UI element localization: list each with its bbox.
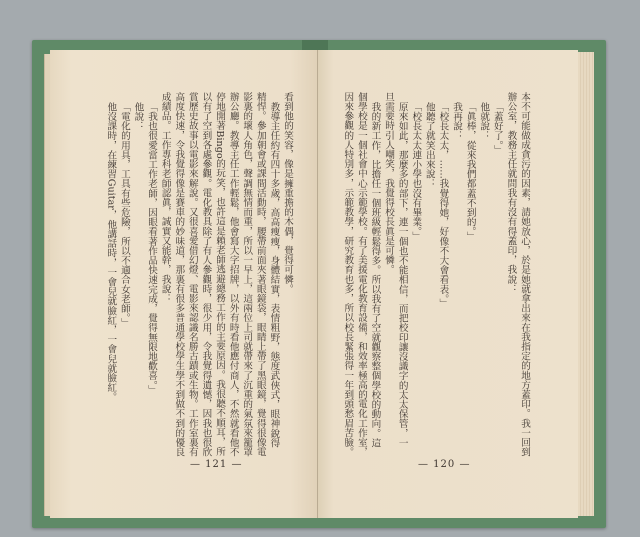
text-line: 影裏的壞人角色，聲調無情而重，所以一早上，這兩位上司就帶來了沉重的氣氛來籠罩	[241, 92, 253, 457]
page-number-right: — 120 —	[418, 459, 471, 470]
text-line: 「校長太太連小學也沒有畢業。」	[410, 101, 422, 241]
text-line: 本不可能做成貪污的因素，請她放心，於是她就拿出來在我指定的地方蓋印。我一回到	[519, 92, 530, 457]
text-line: 辦公室，教務主任就問我有沒有得蓋印，我說：	[505, 92, 517, 294]
text-line: 看到他的笑容，像是擁重擔的木偶，覺得可憐。	[282, 92, 293, 294]
text-line: 成績品。工作專科老師認眞，誠實又能幹，我說：	[159, 92, 171, 304]
text-line: 「校長太太，……我覺得她，好像不大會看表。」	[437, 101, 449, 308]
text-line: 停地開著Bingo的玩笑，也許這是賴老師逃避總務工作的主要原因。我很聽不順耳，所	[214, 92, 226, 457]
page-edges-right	[578, 52, 594, 516]
right-page-text	[341, 92, 531, 457]
text-line: 我再說：	[451, 101, 463, 140]
text-line: 賞歷史故事以電影來解說。又很喜愛借幻燈、電影來認識名勝古蹟或生物。工作室裏有	[186, 92, 198, 457]
text-line: 「眞棒，從來我們都蓋不到的。」	[464, 101, 476, 241]
text-line: 他沒課時，在練習Guitar，他講話時，一會兒就臉紅，一會兒就臉紅。	[105, 101, 117, 402]
text-line: 「蓋好了。」	[491, 101, 503, 155]
text-line: 他就說：	[478, 101, 490, 140]
text-line: 他聽了就笑出來說：	[423, 101, 435, 188]
text-line: 教導主任約有四十多歲，高高瘦瘦，身體結實，表情粗野，態度武俠式，眼神銳得	[268, 101, 280, 448]
text-line: 以有了空到各處參觀。電化教具除了有人參觀時，很少用，令我覺得遺憾，因我也很欣	[200, 92, 212, 457]
text-line: 「我也很愛當工作老師，因眼看著作品快速完成，覺得無限地歡喜。」	[146, 101, 158, 395]
text-line: 精悍。參加朝會或課間活動時，腰帶前面夾著眼鏡袋，眼睛上帶了黑眼鏡，覺得很像電	[254, 92, 266, 457]
text-line: 高度快速，令我覺得像是賽車的妙味道，那裏有很多普通學校學生學不到做不到的優良	[173, 92, 185, 457]
text-line: 辦公廳。教導主任工作輕鬆，他會寫大字招牌，以外有時看他應付商人，不然就看他不	[227, 92, 239, 457]
text-line: 原來如此，那麼多的部下，連一個也不能相信，而把校印讓沒識字的太太保管，一	[396, 101, 408, 448]
text-line: 他說：	[132, 101, 144, 131]
left-page-text	[94, 92, 294, 457]
text-line: 「電化的用具，工具有些危險，所以不適合女老師。」	[118, 101, 130, 328]
text-line: 個學校是一個社會中心示範學校。有了美援電化教育設備，和效率極高的電化工作室，	[355, 92, 367, 457]
page-number-left: — 121 —	[190, 459, 243, 470]
text-line: 我的新工作，比擔任一個班級輕鬆得多。所以我有了空就觀察整個學校的動向。這	[369, 101, 381, 448]
text-line: 旦需要時引人嘲笑，我覺得校長眞是可憐。	[383, 92, 395, 275]
text-line: 因來參觀的人特別多，示範教學，研究教育也多，所以校長緊張得一年到頭愁眉苦臉。	[342, 92, 354, 457]
